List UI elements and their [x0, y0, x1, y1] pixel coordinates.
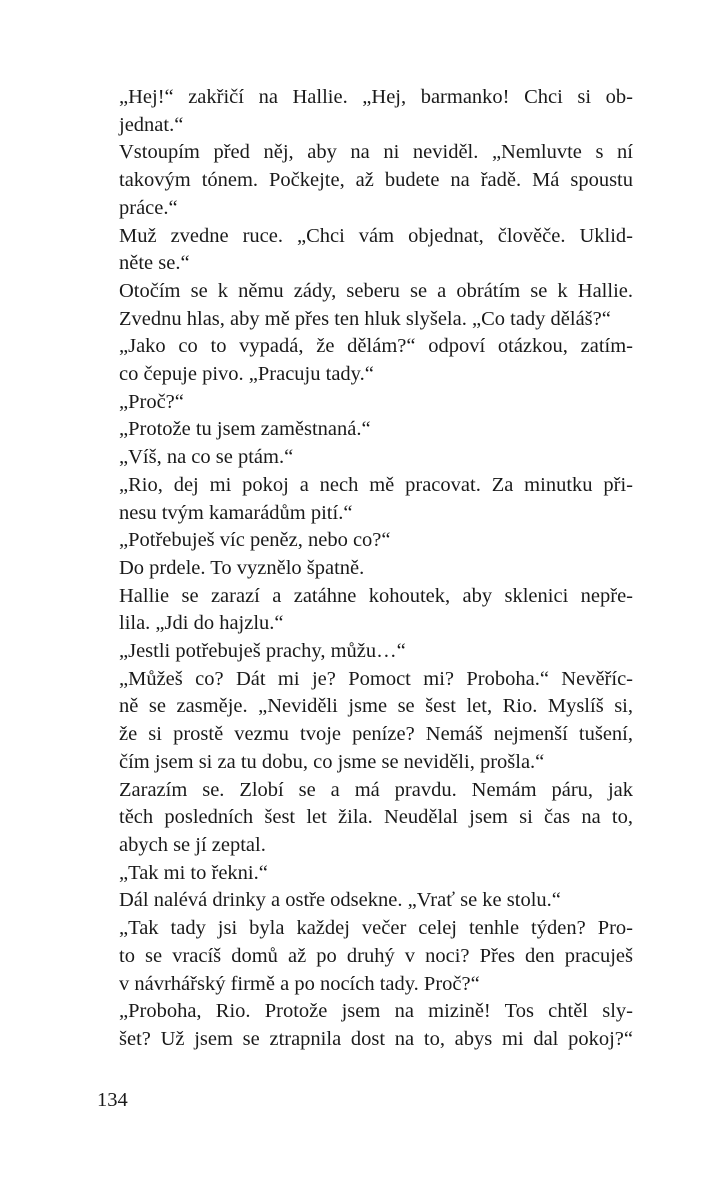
paragraph — [97, 666, 633, 777]
paragraph — [97, 555, 633, 583]
paragraph — [97, 84, 633, 139]
paragraph — [97, 915, 633, 998]
paragraph — [97, 223, 633, 278]
text-line: „Jestli potřebuješ prachy, můžu…“ — [119, 640, 406, 663]
paragraph — [97, 139, 633, 222]
paragraph — [97, 527, 633, 555]
text-line: v návrhářský firmě a po nocích tady. Proč?“ — [119, 972, 480, 995]
text-line: čím jsem si za tu dobu, co jsme se neviděli, prošla.“ — [119, 750, 545, 773]
text-line: nesu tvým kamarádům pití.“ — [119, 501, 353, 524]
text-line: „Hej!“ zakřičí na Hallie. „Hej, barmanko! Chci si ob- — [119, 86, 633, 108]
paragraph — [97, 583, 633, 638]
text-line: Vstoupím před něj, aby na ni neviděl. „Nemluvte s ní — [119, 141, 633, 164]
text-line: „Jako co to vypadá, že dělám?“ odpoví otázkou, zatím- — [119, 335, 633, 358]
paragraph — [97, 777, 633, 860]
text-line: „Proboha, Rio. Protože jsem na mizině! Tos chtěl sly- — [119, 1000, 633, 1023]
text-line: takovým tónem. Počkejte, až budete na řadě. Má spoustu — [119, 169, 633, 192]
text-line: Hallie se zarazí a zatáhne kohoutek, aby sklenici nepře- — [119, 584, 633, 607]
text-line: „Víš, na co se ptám.“ — [119, 446, 294, 469]
text-line: „Tak mi to řekni.“ — [119, 861, 268, 884]
text-line: jednat.“ — [119, 113, 184, 136]
text-line: „Protože tu jsem zaměstnaná.“ — [119, 418, 371, 441]
paragraph — [97, 416, 633, 444]
paragraph — [97, 638, 633, 666]
text-line: Otočím se k němu zády, seberu se a obrátím se k Hallie. — [119, 279, 633, 302]
text-line: Zvednu hlas, aby mě přes ten hluk slyšela. „Co tady děláš?“ — [119, 307, 611, 330]
paragraph — [97, 389, 633, 417]
text-line: „Rio, dej mi pokoj a nech mě pracovat. Za minutku při- — [119, 473, 633, 496]
paragraph — [97, 472, 633, 527]
text-line: „Můžeš co? Dát mi je? Pomoct mi? Proboha.“ Nevěříc- — [119, 667, 633, 690]
text-line: co čepuje pivo. „Pracuju tady.“ — [119, 363, 374, 386]
page-number: 134 — [97, 1089, 128, 1111]
text-line: abych se jí zeptal. — [119, 833, 266, 856]
paragraph — [97, 998, 633, 1053]
text-line: ně se zasměje. „Neviděli jsme se šest let, Rio. Myslíš si, — [119, 695, 633, 718]
text-line: těch posledních šest let žila. Neudělal jsem si čas na to, — [119, 806, 633, 829]
paragraph — [97, 444, 633, 472]
text-line: „Proč?“ — [119, 390, 184, 413]
paragraph — [97, 333, 633, 388]
text-line: Muž zvedne ruce. „Chci vám objednat, člověče. Uklid- — [119, 224, 633, 247]
text-line: to se vracíš domů až po druhý v noci? Přes den pracuješ — [119, 944, 633, 967]
text-line: že si prostě vezmu tvoje peníze? Nemáš nejmenší tušení, — [119, 723, 633, 746]
text-line: šet? Už jsem se ztrapnila dost na to, abys mi dal pokoj?“ — [119, 1027, 633, 1050]
text-line: Do prdele. To vyznělo špatně. — [119, 556, 365, 579]
paragraph — [97, 887, 633, 915]
text-line: Dál nalévá drinky a ostře odsekne. „Vrať se ke stolu.“ — [119, 889, 561, 912]
paragraph — [97, 860, 633, 888]
text-line: „Tak tady jsi byla každej večer celej tenhle týden? Pro- — [119, 917, 633, 940]
paragraph — [97, 278, 633, 333]
text-line: práce.“ — [119, 196, 178, 219]
text-line: lila. „Jdi do hajzlu.“ — [119, 612, 284, 635]
body-text — [97, 84, 633, 1054]
text-line: „Potřebuješ víc peněz, nebo co?“ — [119, 529, 391, 552]
text-line: něte se.“ — [119, 252, 190, 275]
text-line: Zarazím se. Zlobí se a má pravdu. Nemám páru, jak — [119, 778, 633, 801]
